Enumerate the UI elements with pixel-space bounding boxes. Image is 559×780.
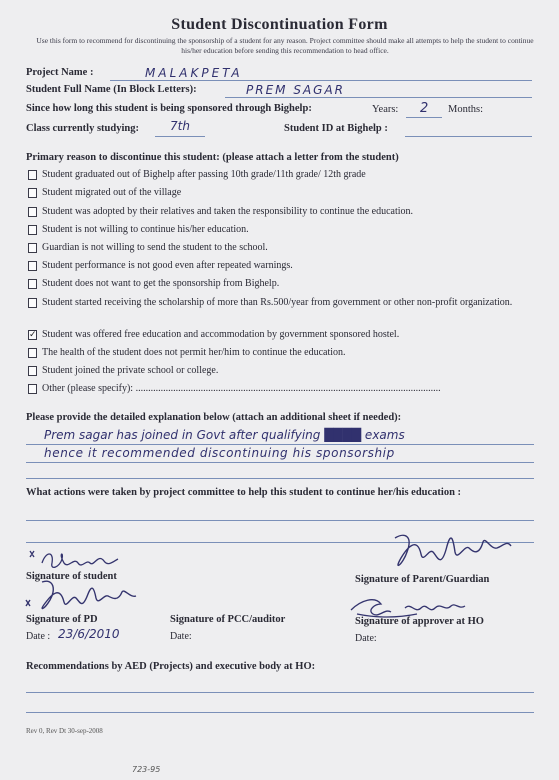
months-label: Months:	[448, 104, 484, 115]
pd-signature-scribble	[22, 576, 152, 616]
checkbox[interactable]	[28, 348, 37, 358]
checkbox[interactable]	[28, 279, 37, 289]
reason-option[interactable]	[28, 347, 538, 359]
approver-signature-label: Signature of approver at HO	[355, 616, 484, 627]
reason-option-label: Guardian is not willing to send the student to the school.	[42, 242, 268, 253]
reason-option-label: Student is not willing to continue his/her education.	[42, 224, 249, 235]
actions-label: What actions were taken by project committee to help this student to continue her/his education :	[26, 487, 462, 498]
checkbox[interactable]	[28, 225, 37, 235]
reason-option-label: The health of the student does not permit her/him to continue the education.	[42, 347, 346, 358]
recommendations-label: Recommendations by AED (Projects) and executive body at HO:	[26, 661, 316, 672]
reason-option[interactable]	[28, 187, 538, 199]
checkbox[interactable]	[28, 207, 37, 217]
reason-option[interactable]	[28, 260, 538, 272]
reason-option-label: Other (please specify): ..........................................................................................................................	[42, 383, 441, 394]
reason-option[interactable]	[28, 278, 538, 290]
reason-option-label: Student graduated out of Bighelp after passing 10th grade/11th grade/ 12th grade	[42, 169, 366, 180]
reason-option-label: Student joined the private school or college.	[42, 365, 219, 376]
explanation-line-2	[26, 462, 534, 463]
pd-date-label: Date :	[26, 631, 51, 642]
explanation-line-1	[26, 444, 534, 445]
years-label: Years:	[372, 104, 399, 115]
student-signature-label: Signature of student	[26, 571, 117, 582]
form-title: Student Discontinuation Form	[171, 16, 388, 33]
parent-signature-scribble	[385, 530, 535, 578]
reason-option-label: Student started receiving the scholarship of more than Rs.500/year from government or other non-profit organization.	[42, 297, 513, 308]
reason-option[interactable]	[28, 329, 538, 341]
recommendations-line-1	[26, 692, 534, 693]
sponsored-since-label: Since how long this student is being sponsored through Bighelp:	[26, 103, 312, 114]
years-value[interactable]: 2	[420, 101, 429, 116]
explanation-text-1[interactable]: Prem sagar has joined in Govt after qualifying ████ exams	[44, 428, 405, 442]
bottom-note: 723-95	[132, 765, 161, 774]
checkbox-checked[interactable]	[28, 330, 37, 340]
student-id-line	[405, 136, 532, 137]
pcc-date-label: Date:	[170, 631, 192, 642]
student-name-line	[225, 97, 532, 98]
class-value[interactable]: 7th	[170, 119, 190, 133]
pcc-signature-label: Signature of PCC/auditor	[170, 614, 286, 625]
explanation-label: Please provide the detailed explanation below (attach an additional sheet if needed):	[26, 412, 402, 423]
reason-option[interactable]	[28, 206, 538, 218]
reason-option-label: Student migrated out of the village	[42, 187, 182, 198]
reasons-heading: Primary reason to discontinue this student: (please attach a letter from the student)	[26, 152, 399, 163]
class-line	[155, 136, 205, 137]
approver-date-label: Date:	[355, 633, 377, 644]
checkbox[interactable]	[28, 188, 37, 198]
form-intro: Use this form to recommend for discontinuing the sponsorship of a student for any reason. Project committee should make all attempts to help the student to continue his/her education before sending this recommendation to head office.	[36, 36, 534, 55]
checkbox[interactable]	[28, 366, 37, 376]
project-name-line	[110, 80, 532, 81]
reason-option[interactable]	[28, 383, 538, 395]
reason-option-label: Student was offered free education and accommodation by government sponsored hostel.	[42, 329, 400, 340]
explanation-text-2[interactable]: hence it recommended discontinuing his sponsorship	[44, 446, 395, 460]
project-name-value[interactable]: MALAKPETA	[145, 66, 243, 80]
pd-date-value[interactable]: 23/6/2010	[58, 627, 120, 641]
reason-option[interactable]	[28, 242, 538, 254]
checkbox[interactable]	[28, 261, 37, 271]
project-name-label: Project Name :	[26, 67, 94, 78]
student-id-label: Student ID at Bighelp :	[284, 123, 388, 134]
checkbox[interactable]	[28, 298, 37, 308]
reason-option[interactable]	[28, 297, 538, 309]
reason-option-label: Student performance is not good even after repeated warnings.	[42, 260, 293, 271]
actions-line-1	[26, 520, 534, 521]
reason-option[interactable]	[28, 224, 538, 236]
student-signature-scribble	[26, 545, 136, 573]
checkbox[interactable]	[28, 243, 37, 253]
reason-option-label: Student was adopted by their relatives and taken the responsibility to continue the education.	[42, 206, 414, 217]
recommendations-line-2	[26, 712, 534, 713]
parent-signature-label: Signature of Parent/Guardian	[355, 574, 490, 585]
reason-option-label: Student does not want to get the sponsorship from Bighelp.	[42, 278, 280, 289]
class-label: Class currently studying:	[26, 123, 139, 134]
years-line	[406, 117, 442, 118]
explanation-line-3	[26, 478, 534, 479]
checkbox[interactable]	[28, 170, 37, 180]
student-name-value[interactable]: PREM SAGAR	[246, 83, 345, 97]
checkbox[interactable]	[28, 384, 37, 394]
revision-footer: Rev 0, Rev Dt 30-sep-2008	[26, 727, 103, 735]
reason-option[interactable]	[28, 365, 538, 377]
reason-option[interactable]	[28, 169, 538, 181]
pd-signature-label: Signature of PD	[26, 614, 98, 625]
student-name-label: Student Full Name (In Block Letters):	[26, 84, 197, 95]
